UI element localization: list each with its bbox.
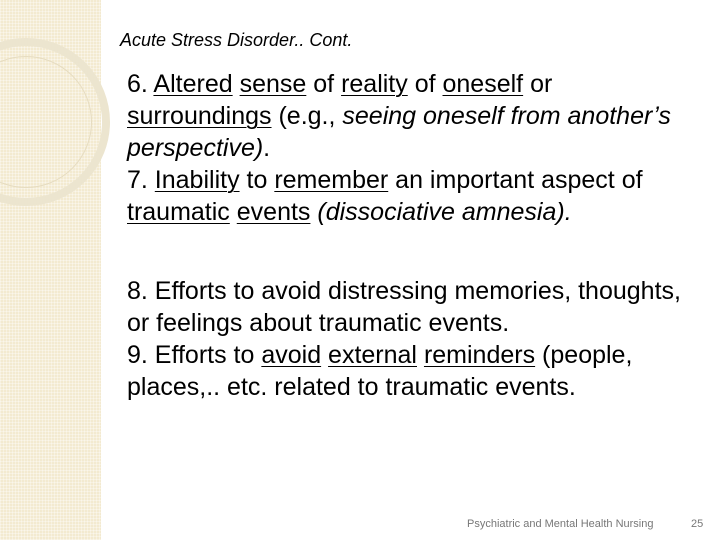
footer-text: Psychiatric and Mental Health Nursing bbox=[467, 518, 654, 530]
item-7: 7. Inability to remember an important aspect of traumatic events (dissociative amnesia). bbox=[127, 166, 643, 226]
page-number: 25 bbox=[691, 518, 704, 530]
slide-content bbox=[127, 68, 687, 403]
item-9: 9. Efforts to avoid external reminders (people, places,.. etc. related to traumatic events. bbox=[127, 341, 633, 401]
item-6: 6. Altered sense of reality of oneself or surroundings (e.g., seeing oneself from another’s perspective). bbox=[127, 70, 671, 162]
spacer bbox=[127, 228, 687, 275]
slide-title: Acute Stress Disorder.. Cont. bbox=[120, 30, 353, 50]
item-8: 8. Efforts to avoid distressing memories, thoughts, or feelings about traumatic events. bbox=[127, 277, 681, 337]
